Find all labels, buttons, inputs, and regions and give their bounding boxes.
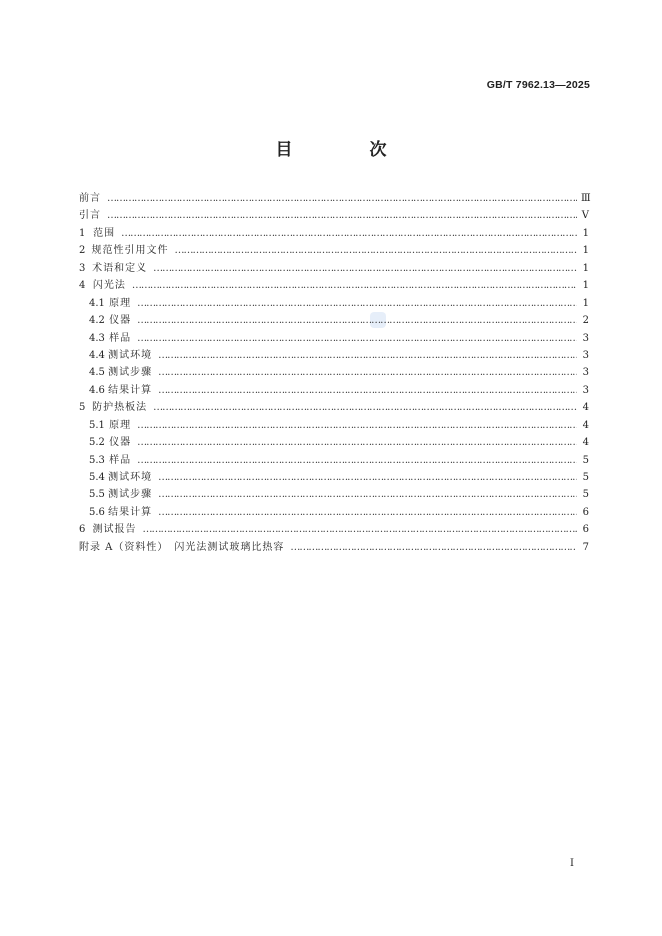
toc-entry-label: 测试报告 [92,524,137,536]
toc-entry-label: 前言 [79,193,101,204]
toc-entry-page: 3 [582,349,589,361]
toc-entry[interactable] [79,399,589,416]
toc-entry-number: 6 [79,524,86,536]
toc-entry[interactable] [79,347,589,364]
toc-entry-page: 4 [582,437,589,449]
toc-entry[interactable] [79,486,589,503]
toc-entry-page: 5 [582,489,589,501]
toc-entry-page: 5 [582,454,589,466]
toc-dot-leader [158,347,577,364]
toc-entry-label: 引言 [79,210,101,222]
toc-entry-label: 样品 [109,454,132,466]
toc-entry-number: 3 [79,262,86,274]
toc-entry-label: 原理 [109,419,132,431]
toc-entry-page: 4 [582,402,589,414]
toc-entry-page: 4 [582,419,589,431]
toc-dot-leader [137,330,577,347]
toc-entry-number: 4.2 [89,315,105,327]
toc-entry-label: 测试步骤 [108,489,153,501]
toc-dot-leader [158,486,577,503]
toc-entry-number: 4 [79,280,86,292]
toc-entry[interactable] [79,277,589,294]
toc-dot-leader [137,295,577,312]
toc-entry-number: 2 [79,245,86,257]
toc-entry-number: 5.3 [89,454,105,466]
toc-entry-label: 闪光法 [92,280,126,292]
toc-entry-number: 5.6 [89,506,105,518]
toc-dot-leader [175,242,578,259]
toc-entry[interactable] [79,242,589,259]
toc-entry[interactable] [79,364,589,381]
toc-dot-leader [158,504,577,521]
footer-page-number: I [570,858,574,869]
toc-entry[interactable] [79,190,589,207]
toc-entry[interactable] [79,207,589,224]
toc-dot-leader [137,434,577,451]
toc-dot-leader [290,539,577,556]
toc-dot-leader [158,382,577,399]
toc-entry[interactable] [79,521,589,538]
page-title: 目 次 [275,140,417,160]
toc-entry-page: 2 [582,315,589,327]
toc-dot-leader [132,277,577,294]
toc-entry-number: 1 [79,227,86,239]
toc-entry-number: 5.2 [89,437,105,449]
toc-entry[interactable] [79,295,589,312]
toc-entry-label: 防护热板法 [92,402,148,414]
toc-entry-number: 5.1 [89,419,105,431]
toc-dot-leader [121,225,577,242]
toc-entry-number: 5.5 [89,489,105,501]
toc-dot-leader [137,312,577,329]
toc-entry-number: 4.6 [89,384,105,396]
toc-entry-page: 6 [582,506,589,518]
toc-entry-label: 测试环境 [108,349,153,361]
toc-dot-leader [158,469,577,486]
toc-entry-page: 1 [582,280,589,292]
toc-entry[interactable] [79,225,589,242]
toc-entry-label: 原理 [109,297,132,309]
toc-entry[interactable] [79,469,589,486]
toc-entry-page: 1 [582,297,589,309]
toc-entry[interactable] [79,330,589,347]
toc-dot-leader [107,190,577,207]
toc-dot-leader [153,399,577,416]
toc-entry-page: 3 [582,332,589,344]
toc-entry[interactable] [79,539,589,556]
toc-entry-label: 规范性引用文件 [91,245,169,257]
toc-entry-label: 附录 A（资料性） 闪光法测试玻璃比热容 [79,541,285,553]
toc-entry[interactable] [79,260,589,277]
toc-entry-page: 1 [582,262,589,274]
toc-entry-page: 3 [582,384,589,396]
toc-entry-label: 仪器 [109,437,132,449]
toc-entry-page: 1 [582,227,589,239]
toc-entry[interactable] [79,452,589,469]
toc-entry[interactable] [79,312,589,329]
toc-entry-page: 5 [582,472,589,483]
toc-dot-leader [107,207,577,224]
toc-entry-label: 测试环境 [108,472,153,483]
standard-number: GB/T 7962.13—2025 [486,79,590,91]
toc-entry-label: 术语和定义 [92,262,148,274]
toc-entry-page: Ⅴ [581,210,589,222]
toc-entry-label: 结果计算 [108,384,153,396]
toc-entry-label: 测试步骤 [108,367,153,379]
toc-entry-number: 5.4 [89,472,105,483]
toc-entry-number: 5 [79,402,86,414]
toc-entry-number: 4.4 [89,349,105,361]
toc-entry-label: 样品 [109,332,132,344]
toc-dot-leader [153,260,577,277]
toc-dot-leader [158,364,577,381]
toc-entry-number: 4.5 [89,367,105,379]
toc-dot-leader [137,452,577,469]
table-of-contents [79,190,589,556]
toc-entry-page: Ⅲ [581,193,591,204]
toc-entry-label: 范围 [93,227,116,239]
toc-entry-page: 6 [582,524,589,536]
toc-entry-number: 4.1 [89,297,105,309]
toc-entry-page: 7 [582,541,589,553]
toc-entry[interactable] [79,504,589,521]
toc-entry-page: 3 [582,367,589,379]
toc-entry-page: 1 [582,245,589,257]
toc-entry-label: 结果计算 [108,506,153,518]
toc-dot-leader [142,521,577,538]
toc-entry-number: 4.3 [89,332,105,344]
toc-dot-leader [137,417,577,434]
toc-entry[interactable] [79,434,589,451]
toc-entry[interactable] [79,382,589,399]
toc-entry[interactable] [79,417,589,434]
toc-entry-label: 仪器 [109,315,132,327]
